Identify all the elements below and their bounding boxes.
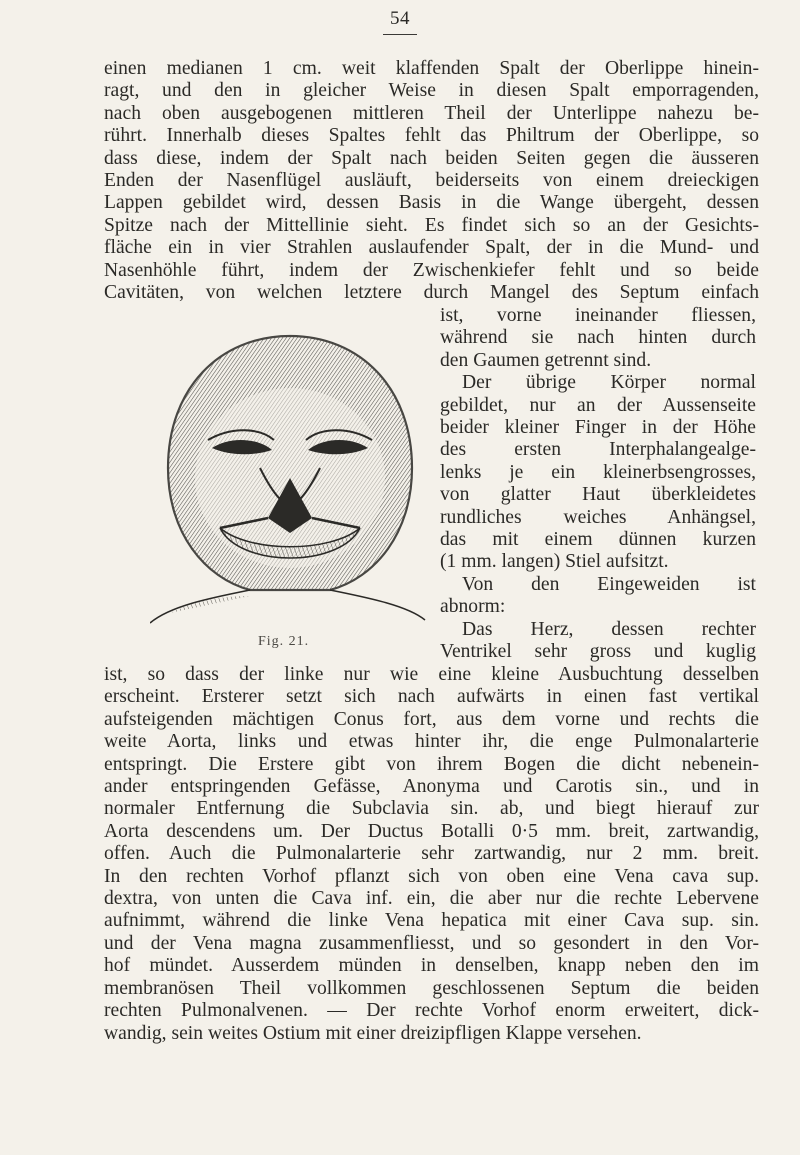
text-line: lenks je ein kleinerbsengrosses, xyxy=(440,461,756,483)
text-line: ist, vorne ineinander fliessen, xyxy=(440,305,756,326)
text-line: nach oben ausgebogenen mittleren Theil der Unterlippe nahezu be- xyxy=(104,102,759,124)
text-line: hof mündet. Ausserdem münden in denselben, knapp neben den im xyxy=(104,955,759,977)
text-line: während sie nach hinten durch xyxy=(440,327,756,349)
text-line: offen. Auch die Pulmonalarterie sehr zartwandig, nur 2 mm. breit. xyxy=(104,843,759,865)
text-line: Das Herz, dessen rechter xyxy=(462,618,756,640)
text-line: einen medianen 1 cm. weit klaffenden Spalt der Oberlippe hinein- xyxy=(104,58,759,79)
text-line: aufsteigenden mächtigen Conus fort, aus dem vorne und rechts die xyxy=(104,708,759,730)
text-line: membranösen Theil vollkommen geschlossenen Septum die beiden xyxy=(104,977,759,999)
page-number-underline xyxy=(383,34,417,35)
text-line: rundliches weiches Anhängsel, xyxy=(440,506,756,528)
text-line: Aorta descendens um. Der Ductus Botalli 0·5 mm. breit, zartwandig, xyxy=(104,820,759,842)
text-line: Ventrikel sehr gross und kuglig xyxy=(440,641,756,663)
text-line: wandig, sein weites Ostium mit einer dreizipfligen Klappe versehen. xyxy=(104,1022,642,1044)
text-line: rechten Pulmonalvenen. — Der rechte Vorhof enorm erweitert, dick- xyxy=(104,1000,759,1022)
text-line: (1 mm. langen) Stiel aufsitzt. xyxy=(440,551,669,573)
figure-21-illustration xyxy=(150,328,430,628)
text-line: abnorm: xyxy=(440,596,506,618)
text-line: des ersten Interphalangealge- xyxy=(440,439,756,461)
text-line: Lappen gebildet wird, dessen Basis in die Wange übergeht, dessen xyxy=(104,192,759,214)
text-line: entspringt. Die Erstere gibt von ihrem Bogen die dicht nebenein- xyxy=(104,753,759,775)
text-line: den Gaumen getrennt sind. xyxy=(440,349,652,371)
text-line: aufnimmt, während die linke Vena hepatica mit einer Cava sup. sin. xyxy=(104,910,759,932)
text-line: Spitze nach der Mittellinie sieht. Es findet sich so an der Gesichts- xyxy=(104,214,759,236)
text-line: ander entspringenden Gefässe, Anonyma und Carotis sin., und in xyxy=(104,776,759,798)
text-line: das mit einem dünnen kurzen xyxy=(440,529,756,551)
text-line: Von den Eingeweiden ist xyxy=(462,573,756,595)
side-column-text xyxy=(440,305,756,664)
text-line: In den rechten Vorhof pflanzt sich von oben eine Vena cava sup. xyxy=(104,865,759,887)
text-line: ragt, und den in gleicher Weise in diesen Spalt emporragenden, xyxy=(104,80,759,102)
text-line: Der übrige Körper normal xyxy=(462,372,756,394)
text-line: gebildet, nur an der Aussenseite xyxy=(440,394,756,416)
text-line: rührt. Innerhalb dieses Spaltes fehlt das Philtrum der Oberlippe, so xyxy=(104,125,759,147)
top-paragraph xyxy=(104,58,759,304)
text-line: ist, so dass der linke nur wie eine kleine Ausbuchtung desselben xyxy=(104,664,759,685)
figure-caption: Fig. 21. xyxy=(258,634,310,649)
text-line: dextra, von unten die Cava inf. ein, die aber nur die rechte Lebervene xyxy=(104,888,759,910)
text-line: erscheint. Ersterer setzt sich nach aufwärts in einen fast vertikal xyxy=(104,686,759,708)
text-line: von glatter Haut überkleidetes xyxy=(440,484,756,506)
bottom-paragraph xyxy=(104,664,759,1045)
text-line: weite Aorta, links und etwas hinter ihr, die enge Pulmonalarterie xyxy=(104,731,759,753)
text-line: und der Vena magna zusammenfliesst, und so gesondert in den Vor- xyxy=(104,932,759,954)
text-line: fläche ein in vier Strahlen auslaufender Spalt, der in die Mund- und xyxy=(104,237,759,259)
text-line: Cavitäten, von welchen letztere durch Mangel des Septum einfach xyxy=(104,282,759,304)
page-number: 54 xyxy=(390,8,410,29)
text-line: Nasenhöhle führt, indem der Zwischenkiefer fehlt und so beide xyxy=(104,259,759,281)
text-line: Enden der Nasenflügel ausläuft, beiderseits von einem dreieckigen xyxy=(104,170,759,192)
text-line: beider kleiner Finger in der Höhe xyxy=(440,417,756,439)
text-line: dass diese, indem der Spalt nach beiden Seiten gegen die äusseren xyxy=(104,147,759,169)
text-line: normaler Entfernung die Subclavia sin. ab, und biegt hierauf zur xyxy=(104,798,759,820)
